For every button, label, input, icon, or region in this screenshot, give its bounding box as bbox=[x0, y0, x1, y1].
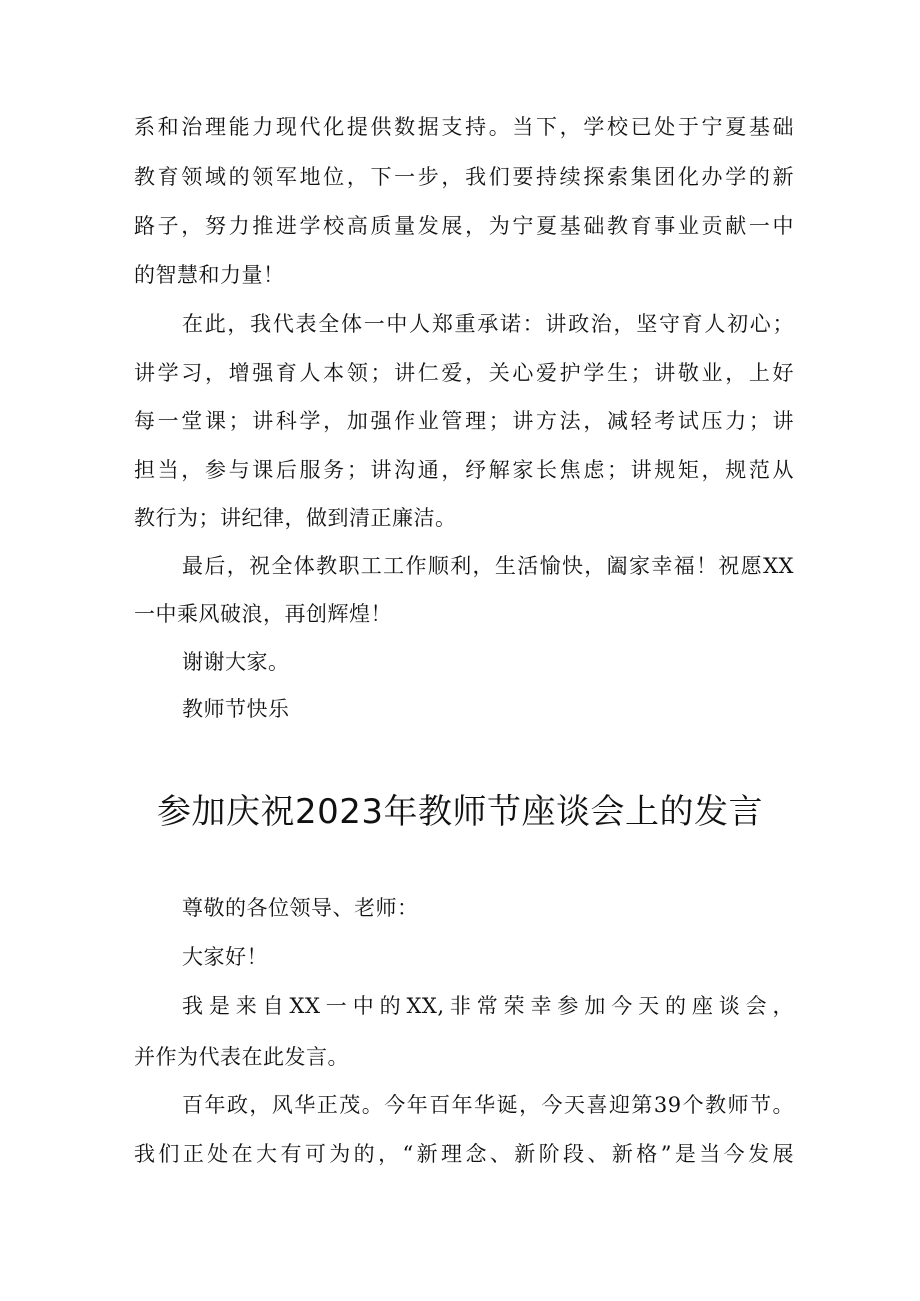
paragraph-line: 路子，努力推进学校高质量发展，为宁夏基础教育事业贡献一中 bbox=[134, 214, 794, 238]
document-title: 参加庆祝2023年教师节座谈会上的发言 bbox=[156, 792, 764, 832]
paragraph-line: 我们正处在大有可为的，“新理念、新阶段、新格”是当今发展 bbox=[134, 1142, 794, 1166]
paragraph-line: 教行为；讲纪律，做到清正廉洁。 bbox=[134, 506, 457, 530]
paragraph-line: 教育领域的领军地位，下一步，我们要持续探索集团化办学的新 bbox=[134, 165, 794, 189]
paragraph-line: 系和治理能力现代化提供数据支持。当下，学校已处于宁夏基础 bbox=[134, 115, 794, 139]
paragraph-line: 担当，参与课后服务；讲沟通，纾解家长焦虑；讲规矩，规范从 bbox=[134, 458, 794, 482]
paragraph-line: 讲学习，增强育人本领；讲仁爱，关心爱护学生；讲敬业，上好 bbox=[134, 361, 794, 385]
paragraph-line: 我是来自XX一中的XX,非常荣幸参加今天的座谈会， bbox=[182, 994, 794, 1018]
paragraph-line: 的智慧和力量！ bbox=[134, 263, 285, 287]
paragraph-line: 谢谢大家。 bbox=[182, 650, 290, 674]
paragraph-line: 在此，我代表全体一中人郑重承诺：讲政治，坚守育人初心； bbox=[182, 312, 794, 336]
paragraph-line: 每一堂课；讲科学，加强作业管理；讲方法，减轻考试压力；讲 bbox=[134, 409, 794, 433]
paragraph-line: 并作为代表在此发言。 bbox=[134, 1045, 349, 1069]
paragraph-line: 百年政，风华正茂。今年百年华诞，今天喜迎第39个教师节。 bbox=[182, 1093, 794, 1117]
paragraph-line: 大家好！ bbox=[182, 945, 268, 969]
paragraph-line: 尊敬的各位领导、老师： bbox=[182, 896, 419, 920]
paragraph-line: 一中乘风破浪，再创辉煌！ bbox=[134, 602, 392, 626]
paragraph-line: 教师节快乐 bbox=[182, 697, 290, 721]
paragraph-line: 最后，祝全体教职工工作顺利，生活愉快，阖家幸福！祝愿XX bbox=[182, 554, 794, 578]
